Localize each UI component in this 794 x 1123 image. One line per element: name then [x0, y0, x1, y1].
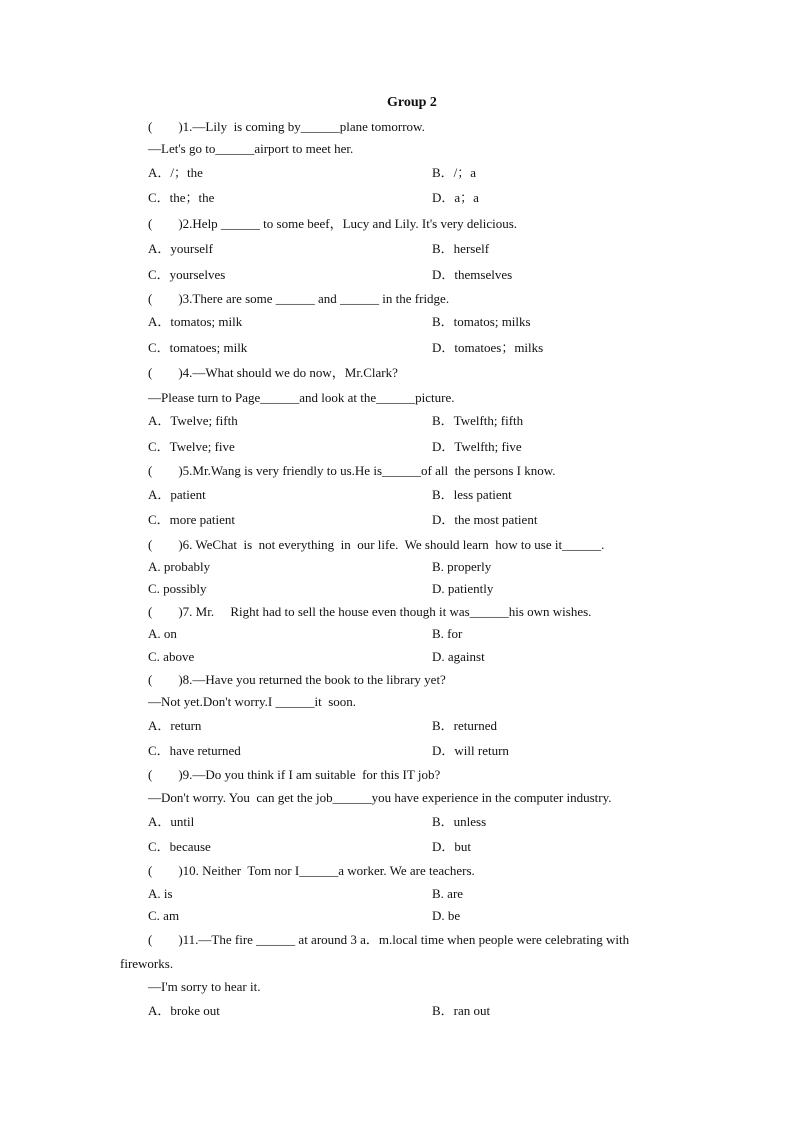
question-11-line: —I'm sorry to hear it. — [148, 979, 261, 994]
question-9-option-c: C．because — [148, 839, 211, 854]
question-8-option-d: D．will return — [432, 743, 509, 758]
question-4-option-c: C．Twelve; five — [148, 439, 235, 454]
question-5-option-b: B．less patient — [432, 487, 512, 502]
question-7-stem: ( )7. Mr. Right had to sell the house even though it was______his own wishes. — [148, 604, 592, 619]
question-3-stem: ( )3.There are some ______ and ______ in the fridge. — [148, 291, 450, 306]
question-11-stem-wrap: fireworks. — [120, 956, 174, 971]
question-8-line: —Not yet.Don't worry.I ______it soon. — [148, 694, 357, 709]
question-5-stem: ( )5.Mr.Wang is very friendly to us.He is______of all the persons I know. — [148, 463, 556, 478]
question-1-option-c: C．the；the — [148, 190, 215, 205]
question-2-option-d: D．themselves — [432, 267, 513, 282]
question-10-stem: ( )10. Neither Tom nor I______a worker. We are teachers. — [148, 863, 475, 878]
question-7-option-a: A. on — [148, 626, 177, 641]
question-5-option-a: A．patient — [148, 487, 206, 502]
question-9-option-a: A．until — [148, 814, 195, 829]
question-3-option-d: D．tomatoes；milks — [432, 340, 544, 355]
question-9-option-b: B．unless — [432, 814, 487, 829]
question-5-option-d: D．the most patient — [432, 512, 538, 527]
question-11-option-b: B．ran out — [432, 1003, 491, 1018]
question-3-option-a: A．tomatos; milk — [148, 314, 243, 329]
question-7-option-b: B. for — [432, 626, 463, 641]
question-6-option-a: A. probably — [148, 559, 211, 574]
question-2-stem: ( )2.Help ______ to some beef，Lucy and Lily. It's very delicious. — [148, 216, 518, 231]
question-6-option-d: D. patiently — [432, 581, 494, 596]
question-4-stem: ( )4.—What should we do now，Mr.Clark? — [148, 365, 398, 380]
question-1-option-b: B．/；a — [432, 165, 477, 180]
question-1-option-a: A．/；the — [148, 165, 203, 180]
question-8-option-a: A．return — [148, 718, 202, 733]
question-11-option-a: A．broke out — [148, 1003, 220, 1018]
question-2-option-b: B．herself — [432, 241, 490, 256]
question-1-option-d: D．a；a — [432, 190, 479, 205]
question-4-option-d: D．Twelfth; five — [432, 439, 522, 454]
question-7-option-c: C. above — [148, 649, 195, 664]
question-8-option-b: B．returned — [432, 718, 497, 733]
question-2-option-c: C．yourselves — [148, 267, 226, 282]
question-7-option-d: D. against — [432, 649, 485, 664]
question-9-line: —Don't worry. You can get the job______you have experience in the computer industry. — [148, 790, 612, 805]
question-9-stem: ( )9.—Do you think if I am suitable for this IT job? — [148, 767, 441, 782]
question-4-option-a: A．Twelve; fifth — [148, 413, 238, 428]
page-title: Group 2 — [387, 95, 437, 110]
question-10-option-d: D. be — [432, 908, 461, 923]
question-9-option-d: D．but — [432, 839, 472, 854]
question-5-option-c: C．more patient — [148, 512, 236, 527]
question-1-stem: ( )1.—Lily is coming by______plane tomorrow. — [148, 119, 425, 134]
question-6-option-b: B. properly — [432, 559, 492, 574]
question-4-option-b: B．Twelfth; fifth — [432, 413, 524, 428]
question-10-option-c: C. am — [148, 908, 180, 923]
question-4-line: —Please turn to Page______and look at the______picture. — [148, 390, 455, 405]
question-3-option-b: B．tomatos; milks — [432, 314, 531, 329]
question-2-option-a: A．yourself — [148, 241, 213, 256]
question-1-line: —Let's go to______airport to meet her. — [148, 141, 354, 156]
question-3-option-c: C．tomatoes; milk — [148, 340, 248, 355]
question-6-option-c: C. possibly — [148, 581, 207, 596]
question-8-stem: ( )8.—Have you returned the book to the library yet? — [148, 672, 446, 687]
question-10-option-a: A. is — [148, 886, 173, 901]
question-6-stem: ( )6. WeChat is not everything in our life. We should learn how to use it______. — [148, 537, 605, 552]
question-11-stem: ( )11.—The fire ______ at around 3 a．m.local time when people were celebrating with — [148, 932, 630, 947]
question-10-option-b: B. are — [432, 886, 464, 901]
question-8-option-c: C．have returned — [148, 743, 241, 758]
